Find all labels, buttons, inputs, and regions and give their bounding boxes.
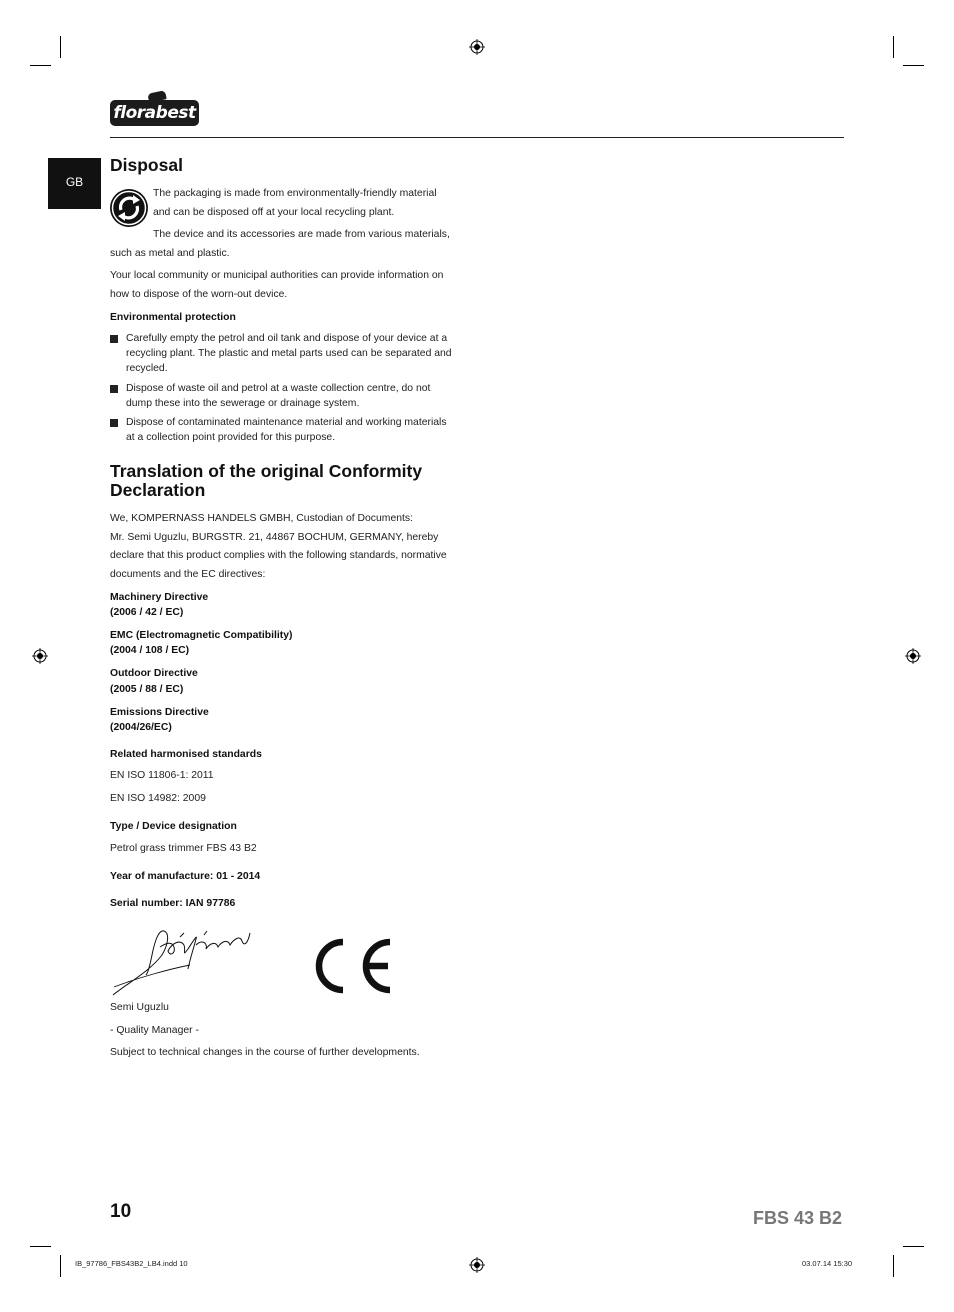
conformity-heading: Declaration (110, 480, 206, 500)
declaration-text: documents and the EC directives: (110, 569, 266, 580)
crop-mark (893, 1255, 894, 1277)
packaging-text: and can be disposed off at your local recycling plant. (153, 207, 395, 218)
bullet-icon (110, 419, 118, 427)
declaration-text: declare that this product complies with the following standards, normative (110, 550, 447, 561)
bullet-text: recycling plant. The plastic and metal parts used can be separated and (126, 348, 452, 359)
materials-text: The device and its accessories are made from various materials, (153, 229, 450, 240)
conformity-heading: Translation of the original Conformity (110, 461, 423, 481)
materials-text: such as metal and plastic. (110, 248, 230, 259)
crop-mark (60, 36, 61, 58)
declaration-text: We, KOMPERNASS HANDELS GMBH, Custodian of Documents: (110, 513, 413, 524)
directive-name: Emissions Directive (110, 707, 209, 718)
footer-filename: IB_97786_FBS43B2_LB4.indd 10 (75, 1259, 188, 1268)
bullet-text: dump these into the sewerage or drainage system. (126, 398, 360, 409)
standard-item: EN ISO 11806-1: 2011 (110, 770, 214, 781)
bullet-icon (110, 385, 118, 393)
community-text: how to dispose of the worn-out device. (110, 289, 288, 300)
bullet-text: Dispose of waste oil and petrol at a waste collection centre, do not (126, 383, 431, 394)
signature-image (110, 925, 255, 997)
page-number: 10 (110, 1201, 132, 1222)
disposal-heading: Disposal (110, 155, 183, 175)
signatory-role: - Quality Manager - (110, 1025, 199, 1036)
directive-name: Outdoor Directive (110, 668, 198, 679)
bullet-text: Dispose of contaminated maintenance material and working materials (126, 417, 447, 428)
declaration-text: Mr. Semi Uguzlu, BURGSTR. 21, 44867 BOCHUM, GERMANY, hereby (110, 532, 439, 543)
crop-mark (893, 36, 894, 58)
serial-number: Serial number: IAN 97786 (110, 898, 236, 909)
device-designation: Petrol grass trimmer FBS 43 B2 (110, 843, 257, 854)
model-name: FBS 43 B2 (752, 1208, 842, 1228)
registration-mark-icon (32, 648, 48, 664)
directive-code: (2005 / 88 / EC) (110, 684, 184, 695)
header-divider (110, 137, 844, 138)
footer-date: 03.07.14 15:30 (802, 1259, 853, 1268)
standards-heading: Related harmonised standards (110, 749, 262, 760)
registration-mark-icon (905, 648, 921, 664)
device-designation-heading: Type / Device designation (110, 821, 237, 832)
bullet-text: at a collection point provided for this purpose. (126, 432, 336, 443)
registration-mark-icon (469, 39, 485, 55)
crop-mark (903, 65, 924, 66)
crop-mark (60, 1255, 61, 1277)
directive-name: Machinery Directive (110, 592, 209, 603)
directive-code: (2006 / 42 / EC) (110, 607, 184, 618)
brand-logo: florabest (110, 100, 199, 126)
environmental-protection-heading: Environmental protection (110, 312, 236, 323)
bullet-text: recycled. (126, 363, 168, 374)
language-tab: GB (48, 158, 101, 209)
packaging-text: The packaging is made from environmentally-friendly material (153, 188, 437, 199)
year-of-manufacture: Year of manufacture: 01 - 2014 (110, 871, 261, 882)
recycling-icon (109, 188, 149, 228)
disclaimer-text: Subject to technical changes in the course of further developments. (110, 1047, 420, 1058)
crop-mark (30, 65, 51, 66)
bullet-text: Carefully empty the petrol and oil tank and dispose of your device at a (126, 333, 448, 344)
directive-code: (2004 / 108 / EC) (110, 645, 190, 656)
community-text: Your local community or municipal authorities can provide information on (110, 270, 444, 281)
standard-item: EN ISO 14982: 2009 (110, 793, 206, 804)
crop-mark (903, 1246, 924, 1247)
crop-mark (30, 1246, 51, 1247)
registration-mark-icon (469, 1257, 485, 1273)
bullet-icon (110, 335, 118, 343)
ce-mark-icon (312, 936, 394, 996)
directive-name: EMC (Electromagnetic Compatibility) (110, 630, 293, 641)
directive-code: (2004/26/EC) (110, 722, 172, 733)
signatory-name: Semi Uguzlu (110, 1002, 169, 1013)
